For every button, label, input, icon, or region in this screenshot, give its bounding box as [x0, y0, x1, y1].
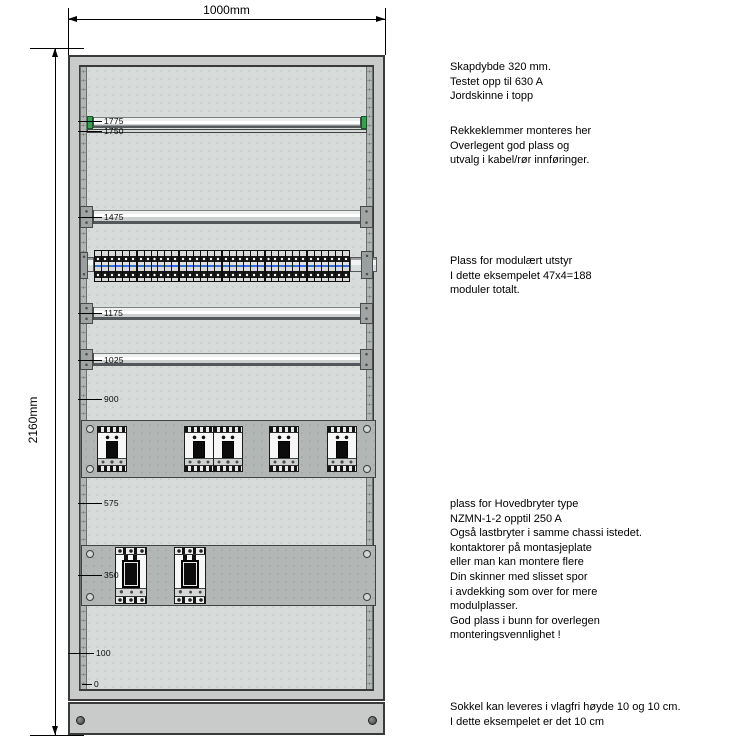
leader-line — [78, 313, 102, 314]
screw-strip — [270, 458, 298, 465]
note-line: Testet opp til 630 A — [450, 75, 543, 88]
mounting-hole — [86, 425, 94, 433]
plinth-screw-icon — [76, 716, 85, 725]
mcb-module — [315, 251, 322, 281]
device-face — [270, 441, 298, 458]
note-line: utvalg i kabel/rør innføringer. — [450, 154, 590, 167]
breaker-slot — [336, 441, 348, 458]
plinth-screw-icon — [368, 716, 377, 725]
mcb-module — [300, 251, 308, 281]
mcb-module — [293, 251, 300, 281]
note-line: Rekkeklemmer monteres her — [450, 125, 592, 137]
busbar-bracket-left — [80, 252, 88, 279]
mcb-module — [116, 251, 123, 281]
height-dimension-label: 2160mm — [26, 396, 40, 444]
note-line: God plass i bunn for overlegen — [450, 614, 600, 627]
device-face — [185, 441, 213, 458]
indicator-dots — [328, 433, 356, 441]
height-dimension-line — [55, 48, 56, 735]
mcb-module — [237, 251, 244, 281]
mcb-module — [343, 251, 349, 281]
leader-line — [68, 653, 94, 654]
mcb-module — [138, 251, 145, 281]
device-face — [214, 441, 242, 458]
note-line: plass for Hovedbryter type — [450, 498, 579, 510]
lever-panel — [175, 588, 205, 597]
din-rail-1475 — [93, 210, 361, 224]
note-line: i avdekking som over for mere — [450, 585, 598, 598]
note-line: Plass for modulært utstyr — [450, 255, 573, 267]
main-breaker-mounting-plate — [81, 545, 376, 606]
height-marker-1750: 1750 — [78, 127, 124, 136]
mcb-module — [258, 251, 266, 281]
screw-strip — [214, 458, 242, 465]
contactor-device — [97, 426, 127, 472]
terminal-strip — [98, 465, 126, 471]
mcb-module — [102, 251, 109, 281]
contactor-mounting-plate — [81, 420, 376, 478]
rail-bracket — [360, 303, 373, 324]
mounting-hole — [363, 425, 371, 433]
mcb-module — [244, 251, 251, 281]
device-face — [328, 441, 356, 458]
leader-line — [82, 684, 92, 685]
indicator-dots — [214, 433, 242, 441]
mcb-module — [172, 251, 180, 281]
height-marker-575: 575 — [78, 499, 119, 508]
height-marker-100: 100 — [68, 649, 111, 658]
note-modular-equipment — [450, 254, 592, 298]
device-face — [175, 560, 205, 588]
mcb-module — [130, 251, 138, 281]
mcb-module — [201, 251, 208, 281]
mcb-module — [109, 251, 116, 281]
height-marker-0: 0 — [82, 680, 99, 689]
mcb-module — [194, 251, 201, 281]
din-rail-1025 — [93, 353, 361, 366]
mounting-hole — [363, 465, 371, 473]
indicator-dots — [98, 433, 126, 441]
mcb-module — [123, 251, 130, 281]
device-face — [116, 560, 146, 588]
screw-strip — [98, 458, 126, 465]
terminal-strip — [175, 596, 205, 603]
note-line: Skapdybde 320 mm. — [450, 61, 551, 73]
breaker-slot — [278, 441, 290, 458]
terminal-strip — [328, 465, 356, 471]
terminal-strip — [270, 465, 298, 471]
contactor-device — [327, 426, 357, 472]
breaker-slot — [193, 441, 205, 458]
contactor-device — [213, 426, 243, 472]
extension-line-left-bottom — [30, 735, 84, 736]
nzmn-breaker-device — [174, 547, 206, 604]
height-marker-1775: 1775 — [78, 117, 124, 126]
terminal-strip — [175, 548, 205, 555]
breaker-slot — [106, 441, 118, 458]
terminal-strip — [214, 465, 242, 471]
arrowhead-up-icon — [52, 48, 58, 57]
note-cabinet-specs — [450, 60, 551, 104]
note-line: modulplasser. — [450, 600, 518, 613]
note-line: NZMN-1-2 opptil 250 A — [450, 512, 562, 525]
note-plinth — [450, 700, 681, 729]
mcb-module — [308, 251, 315, 281]
arrowhead-left-icon — [68, 16, 77, 22]
mcb-module — [329, 251, 336, 281]
din-rail-1175 — [93, 307, 361, 320]
earth-rail-1775 — [93, 117, 361, 128]
rail-bracket — [360, 349, 373, 370]
mounting-hole — [363, 550, 371, 558]
mcb-module — [230, 251, 237, 281]
leader-line — [78, 121, 102, 122]
din-rail-1750 — [87, 129, 367, 133]
note-line: kontaktorer på montasjeplate — [450, 541, 592, 554]
terminal-strip — [116, 596, 146, 603]
arrowhead-down-icon — [52, 726, 58, 735]
mcb-module — [336, 251, 343, 281]
leader-line — [78, 131, 102, 132]
mounting-hole — [86, 593, 94, 601]
width-dimension-line — [68, 19, 385, 20]
note-line: I dette eksempelet er det 10 cm — [450, 715, 605, 728]
mcb-module — [187, 251, 194, 281]
rail-bracket — [360, 206, 373, 228]
contactor-device — [269, 426, 299, 472]
mcb-module — [95, 251, 102, 281]
note-line: Jordskinne i topp — [450, 90, 534, 103]
mcb-module — [215, 251, 223, 281]
note-line: Din skinner med slisset spor — [450, 570, 588, 583]
extension-line-top-right — [385, 8, 386, 55]
screw-strip — [328, 458, 356, 465]
earth-rail-end-cap-right — [361, 116, 367, 129]
indicator-dots — [270, 433, 298, 441]
leader-line — [78, 399, 102, 400]
height-marker-1025: 1025 — [78, 356, 124, 365]
note-line: monteringsvennlighet ! — [450, 629, 561, 642]
arrowhead-right-icon — [376, 16, 385, 22]
width-dimension-label: 1000mm — [203, 3, 250, 17]
height-marker-1475: 1475 — [78, 213, 124, 222]
mounting-hole — [86, 550, 94, 558]
terminal-strip — [116, 548, 146, 555]
note-terminal-blocks — [450, 124, 591, 168]
note-line: I dette eksempelet 47x4=188 — [450, 269, 592, 282]
modular-breaker-row — [94, 250, 350, 282]
note-line: eller man kan montere flere — [450, 556, 584, 569]
note-line: moduler totalt. — [450, 284, 520, 297]
mcb-module — [251, 251, 258, 281]
breaker-slot — [122, 560, 140, 588]
mounting-hole — [86, 465, 94, 473]
height-marker-1175: 1175 — [78, 309, 123, 318]
note-line: Overlegent god plass og — [450, 139, 570, 152]
note-line: Også lastbryter i samme chassi istedet. — [450, 527, 642, 540]
indicator-dots — [185, 433, 213, 441]
lever-panel — [116, 588, 146, 597]
height-marker-900: 900 — [78, 395, 119, 404]
plinth-base — [68, 702, 385, 735]
mounting-hole — [363, 593, 371, 601]
busbar-bracket-right — [361, 251, 373, 279]
mcb-module — [279, 251, 286, 281]
height-marker-350: 350 — [78, 571, 119, 580]
nzmn-breaker-device — [115, 547, 147, 604]
mcb-module — [145, 251, 152, 281]
leader-line — [78, 360, 102, 361]
mcb-module — [286, 251, 293, 281]
note-line: Sokkel kan leveres i vlagfri høyde 10 og 10 cm. — [450, 701, 681, 713]
leader-line — [78, 503, 102, 504]
mcb-module — [223, 251, 230, 281]
note-main-breaker — [450, 497, 642, 643]
mcb-module — [180, 251, 187, 281]
contactor-device — [184, 426, 214, 472]
leader-line — [78, 575, 102, 576]
terminal-strip — [185, 465, 213, 471]
leader-line — [78, 217, 102, 218]
mcb-module — [322, 251, 329, 281]
breaker-slot — [181, 560, 199, 588]
mcb-module — [266, 251, 273, 281]
device-face — [98, 441, 126, 458]
mcb-module — [272, 251, 279, 281]
mcb-module — [158, 251, 165, 281]
mcb-module — [208, 251, 215, 281]
mcb-module — [165, 251, 172, 281]
mcb-module — [152, 251, 159, 281]
breaker-slot — [222, 441, 234, 458]
screw-strip — [185, 458, 213, 465]
